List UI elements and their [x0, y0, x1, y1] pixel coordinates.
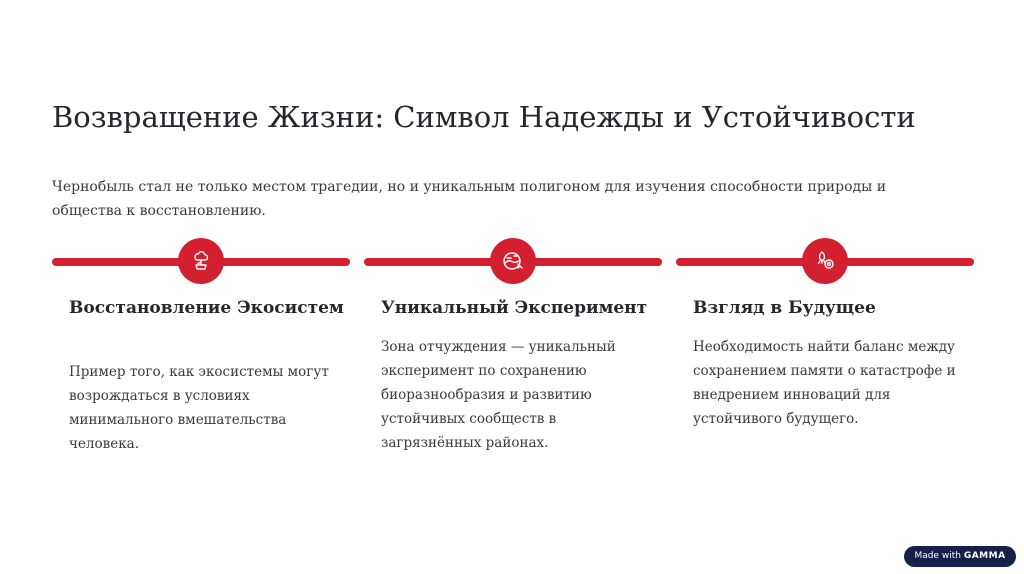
column-title: Восстановление Экосистем	[69, 298, 344, 318]
column-text: Пример того, как экосистемы могут возрождаться в условиях минимального вмешательства человека.	[69, 364, 329, 452]
icon-circle	[178, 238, 224, 284]
rocket-target-icon	[813, 249, 837, 273]
icon-circle	[802, 238, 848, 284]
column-title: Взгляд в Будущее	[693, 298, 876, 318]
column-text: Зона отчуждения — уникальный эксперимент по сохранению биоразнообразия и развитию устойчивых сообществ в загрязнённых районах.	[381, 339, 616, 451]
icon-circle	[490, 238, 536, 284]
page-subtitle: Чернобыль стал не только местом трагедии, но и уникальным полигоном для изучения способности природы и общества к восстановлению.	[52, 179, 887, 219]
globe-landscape-icon	[501, 249, 525, 273]
column-title: Уникальный Эксперимент	[381, 298, 648, 318]
badge-brand: GAMMA	[963, 551, 1006, 561]
bonsai-tree-icon	[189, 249, 213, 273]
made-with-gamma-badge[interactable]	[904, 546, 1016, 567]
page-title: Возвращение Жизни: Символ Надежды и Устойчивости	[52, 100, 916, 134]
column-text: Необходимость найти баланс между сохранением памяти о катастрофе и внедрением инноваций для устойчивого будущего.	[693, 339, 956, 427]
badge-prefix: Made with	[914, 551, 961, 561]
